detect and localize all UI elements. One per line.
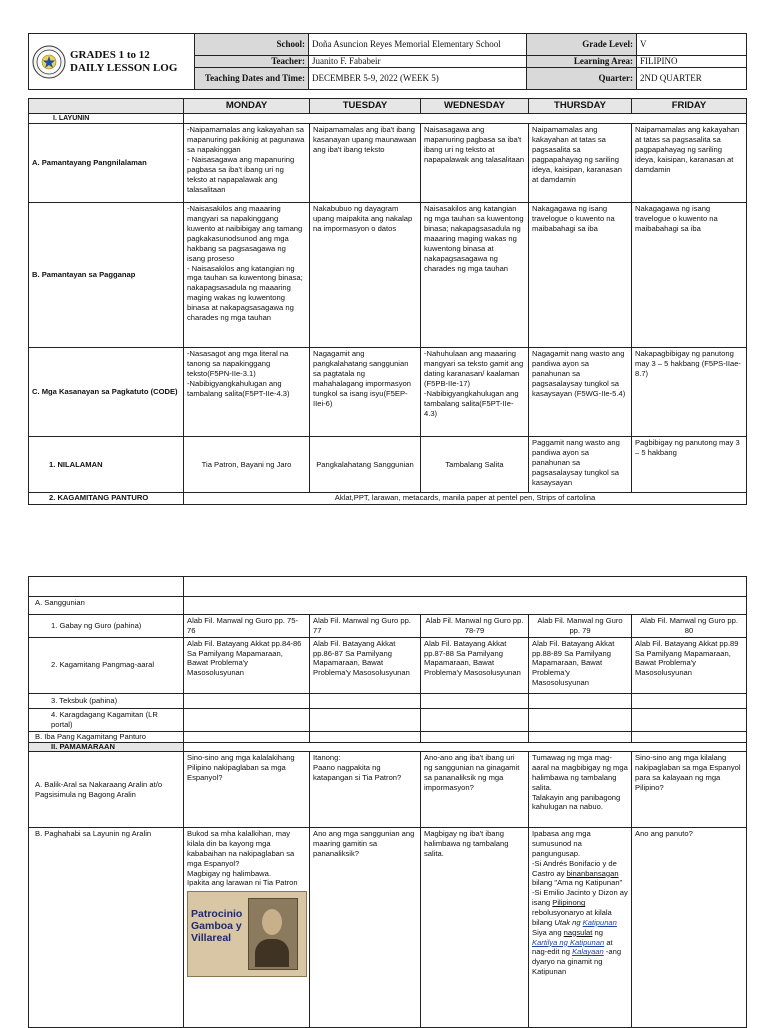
cell-gabay-monday: Alab Fil. Manwal ng Guro pp. 75-76 <box>184 615 310 638</box>
cell-pagganap-monday: -Naisasakilos ang maaaring mangyari sa napakinggang kuwento at naibibigay ang tamang pagkakasunodsunod ang mga hakbang sa pagsasagawa ng isang proseso - Naisasakilos ang katangian ng mga tauhan sa kuwentong binasa; nakapagsasadula ng maaaring maging wakas ng kuwentong binasa at nakapagsasagawa ng charades ng mga tauhan <box>184 203 310 348</box>
title-line-1: GRADES 1 to 12 <box>70 48 150 61</box>
lesson-table-procedures <box>28 576 747 1028</box>
cell-iba-monday <box>184 731 310 742</box>
cell-teksbuk-monday <box>184 693 310 708</box>
title-line-2: DAILY LESSON LOG <box>70 61 178 74</box>
cell-iba-tuesday <box>310 731 421 742</box>
portrait-figure <box>248 898 298 970</box>
sanggunian-blank <box>184 597 747 615</box>
layunin-blank <box>184 114 747 124</box>
row-label-pamantayang-pangnilalaman: A. Pamantayang Pangnilalaman <box>29 124 184 203</box>
paghahabi-thursday-sentence-1: -Si Andrés Bonifacio y de Castro ay binanbansagan bilang "Ama ng Katipunan" <box>532 858 623 888</box>
cell-iba-friday <box>632 731 747 742</box>
section-layunin: I. LAYUNIN <box>29 114 184 124</box>
cell-kasanayan-friday: Nakapagbibigay ng panutong may 3 – 5 hakbang (F5PS-IIae-8.7) <box>632 348 747 437</box>
cell-kagamitan-monday: Alab Fil. Batayang Akkat pp.84-86 Sa Pamilyang Mapamaraan, Bawat Problema'y Masosolusyunan <box>184 637 310 693</box>
cell-kasanayan-tuesday: Nagagamit ang pangkalahatang sanggunian sa pagtatala ng mahahalagang impormasyon tungkol sa isang isyu(F5EP-IIei-6) <box>310 348 421 437</box>
cell-paghahabi-wednesday: Magbigay ng iba't ibang halimbawa ng tambalang salita. <box>421 828 529 1028</box>
row-label-gabay-ng-guro: 1. Gabay ng Guro (pahina) <box>29 615 184 638</box>
row-label-iba-pang-kagamitan: B. Iba Pang Kagamitang Panturo <box>29 731 184 742</box>
cell-kagamitang-panturo: Aklat,PPT, larawan, metacards, manila paper at pentel pen, Strips of cartolina <box>184 493 747 504</box>
cell-karagdagan-tuesday <box>310 708 421 731</box>
cell-balik-thursday: Tumawag ng mga mag-aaral na magbibigay ng mga halimbawa ng tambalang salita. Talakayin ang panibagong kahulugan na nabuo. <box>529 752 632 828</box>
cell-pangnilalaman-monday: -Naipamamalas ang kakayahan sa mapanuring pakikinig at pagunawa sa napakinggan - Naisasagawa ang mapanuring pagbasa sa iba't ibang uri ng teksto at napapalawak ang talasalitaan <box>184 124 310 203</box>
day-header-tuesday: TUESDAY <box>310 99 421 114</box>
cell-teksbuk-thursday <box>529 693 632 708</box>
cell-kasanayan-wednesday: -Nahuhulaan ang maaaring mangyari sa teksto gamit ang dating karanasan/ kaalaman (F5PB-IIe-17) -Nabibigyangkahulugan ang tambalang salita(F5PT-IIe-4.3) <box>421 348 529 437</box>
row-label-pamantayan-sa-pagganap: B. Pamantayan sa Pagganap <box>29 203 184 348</box>
row-label-teksbuk: 3. Teksbuk (pahina) <box>29 693 184 708</box>
teacher-label: Teacher: <box>195 56 309 68</box>
cell-pangnilalaman-thursday: Naipamamalas ang kakayahan at tatas sa pagsasalita sa pagpapahayag ng sariling ideya, kaisipan, karanasan at damdamin <box>529 124 632 203</box>
cell-gabay-friday: Alab Fil. Manwal ng Guro pp. 80 <box>632 615 747 638</box>
cell-balik-friday: Sino-sino ang mga kilalang nakipaglaban sa mga Espanyol para sa kalayaan ng mga Pilipino? <box>632 752 747 828</box>
cell-paghahabi-tuesday: Ano ang mga sanggunian ang maaring gamitin sa pananaliksik? <box>310 828 421 1028</box>
cell-pangnilalaman-wednesday: Naisasagawa ang mapanuring pagbasa sa iba't ibang uri ng teksto at napapalawak ang talasalitaan <box>421 124 529 203</box>
cell-iba-wednesday <box>421 731 529 742</box>
row-label-karagdagang-kagamitan: 4. Karagdagang Kagamitan (LR portal) <box>29 708 184 731</box>
teaching-dates-label: Teaching Dates and Time: <box>195 68 309 90</box>
cell-pagganap-friday: Nakagagawa ng isang travelogue o kuwento na maibabahagi sa iba <box>632 203 747 348</box>
day-header-blank <box>29 99 184 114</box>
row-label-sanggunian: A. Sanggunian <box>29 597 184 615</box>
paghahabi-monday-text: Bukod sa mha kalalkihan, may kilala din ba kayong mga kababaihan na nakipaglaban sa mga Espanyol? Magbigay ng halimbawa. Ipakita ang larawan ni Tia Patron <box>187 829 298 888</box>
header-logo-cell <box>29 34 195 90</box>
teacher-value: Juanito F. Fababeir <box>309 56 527 68</box>
cell-pangnilalaman-tuesday: Naipamamalas ang iba't ibang kasanayan upang maunawaan ang iba't ibang teksto <box>310 124 421 203</box>
section-pamamaraan: II. PAMAMARAAN <box>29 743 184 752</box>
cell-balik-wednesday: Ano-ano ang iba't ibang uri ng sanggunian na ginagamit sa pananaliksik ng mga impormasyon? <box>421 752 529 828</box>
cell-pangnilalaman-friday: Naipamamalas ang kakayahan at tatas sa pagsasalita sa pagpapahayag ng sariling ideya, kaisipan, karanasan at damdamin <box>632 124 747 203</box>
day-header-thursday: THURSDAY <box>529 99 632 114</box>
cell-pagganap-wednesday: Naisasakilos ang katangian ng mga tauhan sa kuwentong binasa; nakapagsasadula ng maaaring maging wakas ng kuwentong binasa at nakapagsasagawa ng charades ng mga tauhan <box>421 203 529 348</box>
cell-teksbuk-wednesday <box>421 693 529 708</box>
t2-header-blank-right <box>184 577 747 597</box>
paghahabi-thursday-intro: Ipabasa ang mga sumusunod na pangungusap. <box>532 829 591 858</box>
katipunan-link[interactable]: Katipunan <box>582 917 617 927</box>
cell-pagganap-thursday: Nakagagawa ng isang travelogue o kuwento na maibabahagi sa iba <box>529 203 632 348</box>
row-label-kagamitang-pangmag-aaral: 2. Kagamitang Pangmag-aaral <box>29 637 184 693</box>
cell-teksbuk-tuesday <box>310 693 421 708</box>
paghahabi-thursday-sentence-2: -Si Emilio Jacinto y Dizon ay isang Pilipinong rebolusyonaryo at kilala bilang Utak ng Katipunan Siya ang nagsulat ng Kartilya ng Katipunan at nag-edit ng Kalayaan -ang dyaryo na ginamit ng Katipunan <box>532 888 628 977</box>
kalayaan-link[interactable]: Kalayaan <box>572 947 604 957</box>
cell-nilalaman-friday: Pagbibigay ng panutong may 3 – 5 hakbang <box>632 437 747 493</box>
grade-level-label: Grade Level: <box>527 34 637 56</box>
learning-area-value: FILIPINO <box>637 56 747 68</box>
cell-kagamitan-friday: Alab Fil. Batayang Akkat pp.89 Sa Pamilyang Mapamaraan, Bawat Problema'y Masosolusyunan <box>632 637 747 693</box>
row-label-kagamitang-panturo: 2. KAGAMITANG PANTURO <box>29 493 184 504</box>
row-label-balik-aral: A. Balik-Aral sa Nakaraang Aralin at/o Pagsisimula ng Bagong Aralin <box>29 752 184 828</box>
school-label: School: <box>195 34 309 56</box>
kartilya-link[interactable]: Kartilya ng Katipunan <box>532 937 605 947</box>
t2-header-blank-left <box>29 577 184 597</box>
teaching-dates-value: DECEMBER 5-9, 2022 (WEEK 5) <box>309 68 527 90</box>
cell-teksbuk-friday <box>632 693 747 708</box>
cell-kagamitan-tuesday: Alab Fil. Batayang Akkat pp.86-87 Sa Pamilyang Mapamaraan, Bawat Problema'y Masosolusyunan <box>310 637 421 693</box>
cell-karagdagan-monday <box>184 708 310 731</box>
cell-kagamitan-thursday: Alab Fil. Batayang Akkat pp.88-89 Sa Pamilyang Mapamaraan, Bawat Problema'y Masosolusyunan <box>529 637 632 693</box>
row-label-nilalaman: 1. NILALAMAN <box>29 437 184 493</box>
learning-area-label: Learning Area: <box>527 56 637 68</box>
grade-level-value: V <box>637 34 747 56</box>
cell-paghahabi-friday: Ano ang panuto? <box>632 828 747 1028</box>
cell-karagdagan-friday <box>632 708 747 731</box>
cell-nilalaman-thursday: Paggamit nang wasto ang pandiwa ayon sa panahunan sa pagsasalaysay tungkol sa kasaysayan <box>529 437 632 493</box>
school-value: Doña Asuncion Reyes Memorial Elementary School <box>309 34 527 56</box>
page-title <box>70 49 177 74</box>
portrait-caption: Patrocinio Gamboa y Villareal <box>191 908 243 945</box>
cell-karagdagan-thursday <box>529 708 632 731</box>
row-label-mga-kasanayan: C. Mga Kasanayan sa Pagkatuto (CODE) <box>29 348 184 437</box>
day-header-monday: MONDAY <box>184 99 310 114</box>
day-header-friday: FRIDAY <box>632 99 747 114</box>
cell-balik-tuesday: Itanong: Paano nagpakita ng katapangan si Tia Patron? <box>310 752 421 828</box>
deped-seal-icon <box>32 45 66 79</box>
cell-gabay-tuesday: Alab Fil. Manwal ng Guro pp. 77 <box>310 615 421 638</box>
cell-nilalaman-tuesday: Pangkalahatang Sanggunian <box>310 437 421 493</box>
header-table <box>28 33 747 90</box>
cell-nilalaman-wednesday: Tambalang Salita <box>421 437 529 493</box>
lesson-table-objectives <box>28 98 747 505</box>
cell-paghahabi-thursday <box>529 828 632 1028</box>
cell-kasanayan-monday: -Nasasagot ang mga literal na tanong sa napakinggang teksto(F5PN-IIe-3.1) -Nabibigyangkahulugan ang tambalang salita(F5PT-IIe-4.3) <box>184 348 310 437</box>
day-header-wednesday: WEDNESDAY <box>421 99 529 114</box>
cell-nilalaman-monday: Tia Patron, Bayani ng Jaro <box>184 437 310 493</box>
row-label-paghahabi: B. Paghahabi sa Layunin ng Aralin <box>29 828 184 1028</box>
quarter-label: Quarter: <box>527 68 637 90</box>
cell-paghahabi-monday <box>184 828 310 1028</box>
cell-kagamitan-wednesday: Alab Fil. Batayang Akkat pp.87-88 Sa Pamilyang Mapamaraan, Bawat Problema'y Masosolusyunan <box>421 637 529 693</box>
cell-iba-thursday <box>529 731 632 742</box>
cell-karagdagan-wednesday <box>421 708 529 731</box>
cell-kasanayan-thursday: Nagagamit nang wasto ang pandiwa ayon sa panahunan sa pagsasalaysay tungkol sa kasaysayan (F5WG-IIe-5.4) <box>529 348 632 437</box>
quarter-value: 2ND QUARTER <box>637 68 747 90</box>
cell-gabay-wednesday: Alab Fil. Manwal ng Guro pp. 78-79 <box>421 615 529 638</box>
cell-pagganap-tuesday: Nakabubuo ng dayagram upang maipakita ang nakalap na impormasyon o datos <box>310 203 421 348</box>
tia-patron-portrait <box>187 891 307 977</box>
pamamaraan-blank <box>184 743 747 752</box>
cell-balik-monday: Sino-sino ang mga kalalakihang Pilipino nakipaglaban sa mga Espanyol? <box>184 752 310 828</box>
cell-gabay-thursday: Alab Fil. Manwal ng Guro pp. 79 <box>529 615 632 638</box>
